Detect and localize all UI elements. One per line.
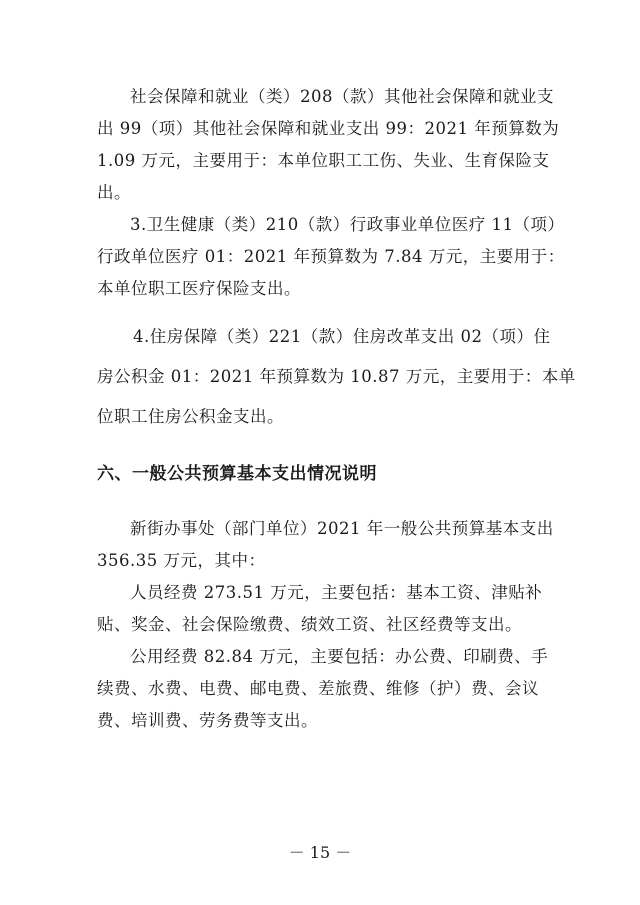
- paragraph-line: 续费、水费、电费、邮电费、差旅费、维修（护）费、会议: [97, 679, 539, 698]
- paragraph-line: 4.住房保障（类）221（款）住房改革支出 02（项）住: [133, 327, 551, 346]
- paragraph-line: 社会保障和就业（类）208（款）其他社会保障和就业支: [130, 87, 554, 106]
- paragraph-line: 1.09 万元，主要用于：本单位职工工伤、失业、生育保险支: [97, 151, 550, 170]
- paragraph-line: 房公积金 01：2021 年预算数为 10.87 万元，主要用于：本单: [97, 367, 576, 386]
- paragraph-line: 出。: [97, 183, 131, 202]
- paragraph-line: 人员经费 273.51 万元，主要包括：基本工资、津贴补: [130, 583, 543, 602]
- paragraph-line: 3.卫生健康（类）210（款）行政事业单位医疗 11（项）: [130, 215, 565, 234]
- paragraph-line: 行政单位医疗 01：2021 年预算数为 7.84 万元，主要用于：: [97, 247, 565, 266]
- page-number: － 15 －: [288, 843, 352, 862]
- section-heading: 六、一般公共预算基本支出情况说明: [97, 464, 377, 484]
- paragraph-line: 新街办事处（部门单位）2021 年一般公共预算基本支出: [130, 519, 554, 538]
- paragraph-line: 356.35 万元，其中：: [97, 551, 266, 570]
- paragraph-line: 位职工住房公积金支出。: [97, 407, 284, 426]
- paragraph-line: 出 99（项）其他社会保障和就业支出 99：2021 年预算数为: [97, 119, 560, 138]
- paragraph-line: 公用经费 82.84 万元，主要包括：办公费、印刷费、手: [130, 647, 549, 666]
- paragraph-line: 费、培训费、劳务费等支出。: [97, 711, 318, 730]
- paragraph-line: 贴、奖金、社会保险缴费、绩效工资、社区经费等支出。: [97, 615, 522, 634]
- paragraph-line: 本单位职工医疗保险支出。: [97, 279, 301, 298]
